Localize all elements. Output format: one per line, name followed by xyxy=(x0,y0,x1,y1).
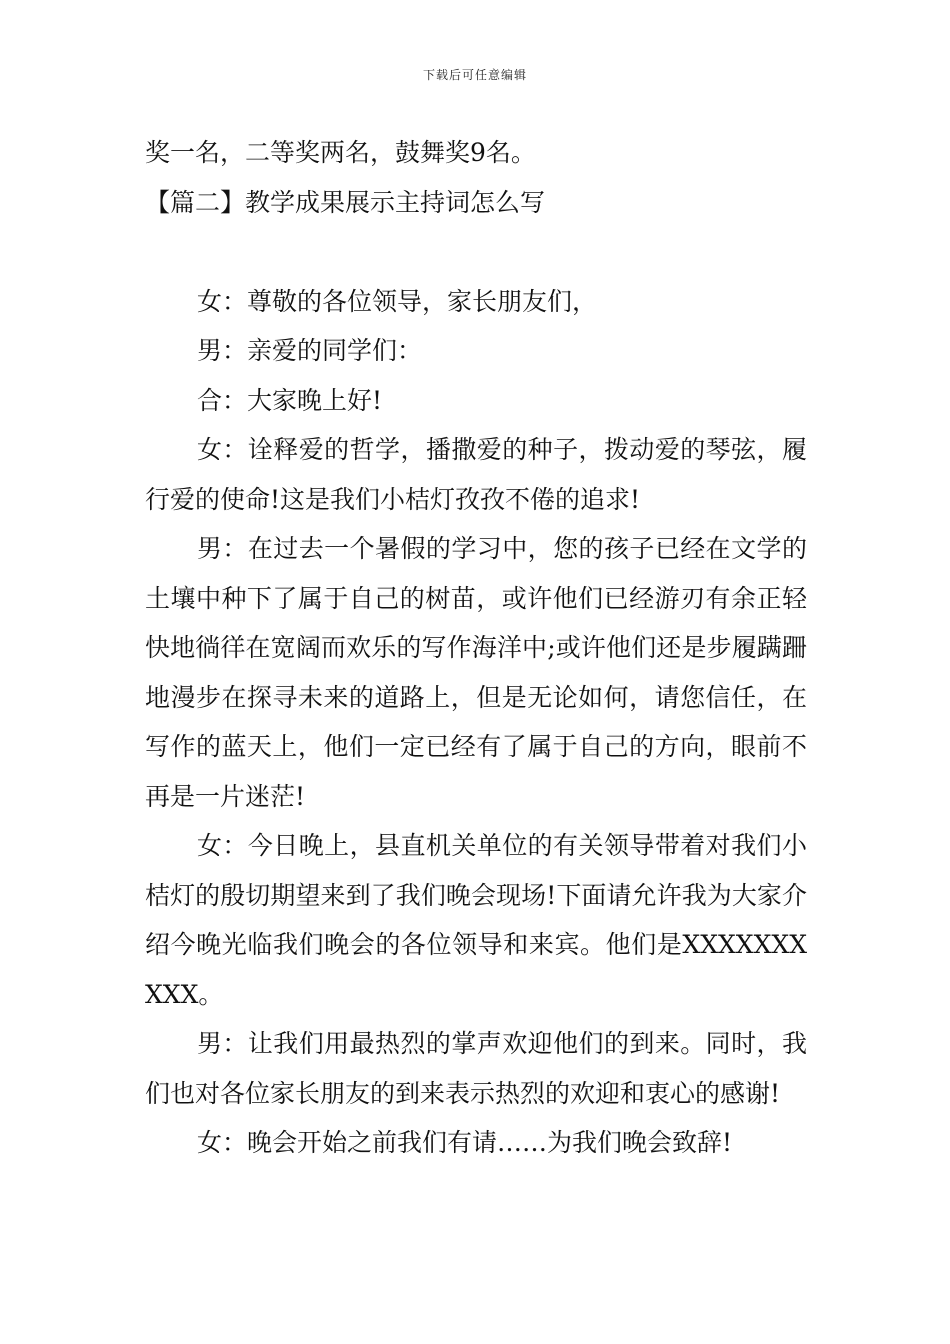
section-title: 【篇二】教学成果展示主持词怎么写 xyxy=(145,187,546,217)
paragraph: 合：大家晚上好! xyxy=(197,385,383,415)
paragraph: 女：今日晚上，县直机关单位的有关领导带着对我们小桔灯的殷切期望来到了我们晚会现场!下面请允许我为大家介绍今晚光临我们晚会的各位领导和来宾。他们是XXXXXXXXXX。 xyxy=(145,831,807,1009)
paragraph: 女：尊敬的各位领导，家长朋友们， xyxy=(197,286,598,316)
page-header: 下载后可任意编辑 xyxy=(422,68,527,82)
paragraph: 女：诠释爱的哲学，播撒爱的种子，拨动爱的琴弦，履行爱的使命!这是我们小桔灯孜孜不倦的追求! xyxy=(145,435,807,514)
document-body xyxy=(145,128,807,1168)
blank-line xyxy=(145,227,807,277)
paragraph: 女：晚会开始之前我们有请……为我们晚会致辞! xyxy=(197,1128,733,1157)
paragraph: 男：亲爱的同学们： xyxy=(197,336,423,365)
continued-line: 奖一名，二等奖两名，鼓舞奖9名。 xyxy=(145,138,536,167)
paragraph: 男：在过去一个暑假的学习中，您的孩子已经在文学的土壤中种下了属于自己的树苗，或许他们已经游刃有余正轻快地徜徉在宽阔而欢乐的写作海洋中;或许他们还是步履蹒跚地漫步在探寻未来的道路上，但是无论如何，请您信任，在写作的蓝天上，他们一定已经有了属于自己的方向，眼前不再是一片迷茫! xyxy=(145,534,807,811)
paragraph: 男：让我们用最热烈的掌声欢迎他们的到来。同时，我们也对各位家长朋友的到来表示热烈的欢迎和衷心的感谢! xyxy=(145,1029,807,1108)
